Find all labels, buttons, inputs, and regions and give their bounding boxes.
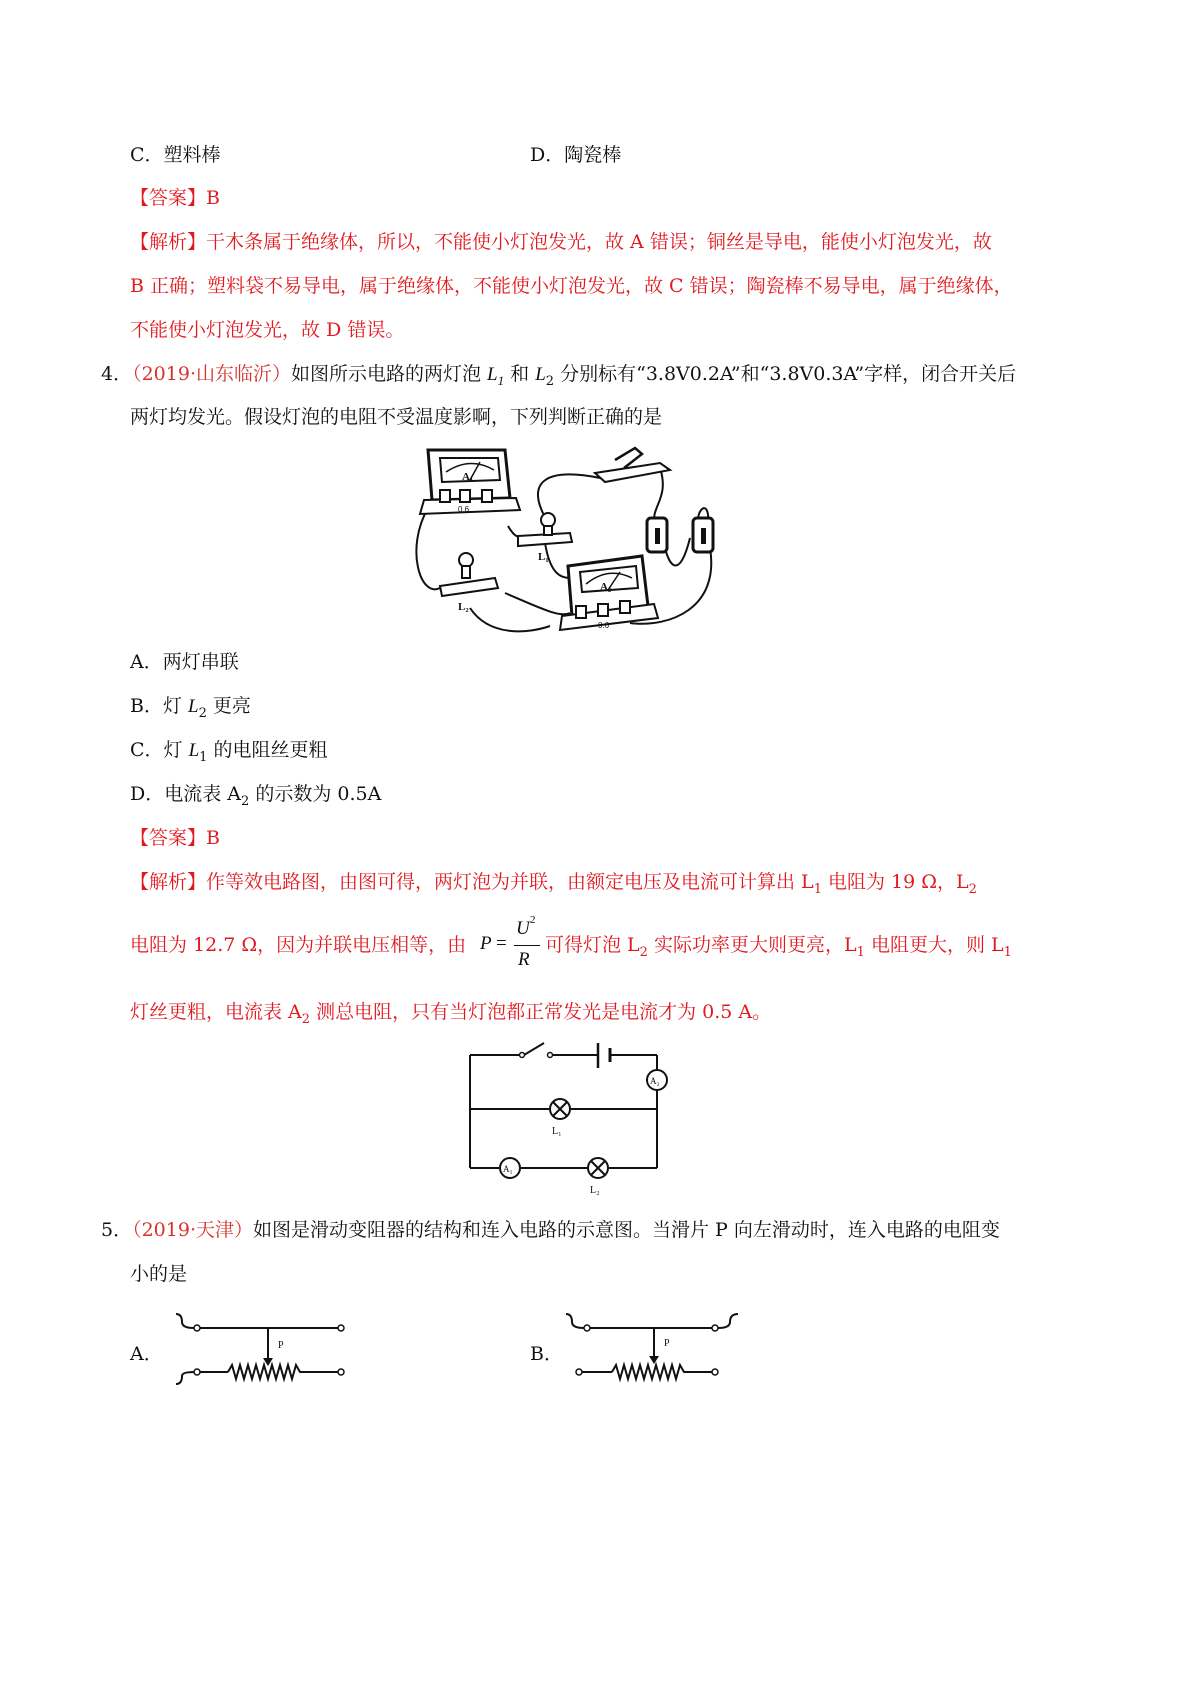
a1-scale: 0.6 [458, 505, 470, 514]
var-L: L [188, 696, 199, 717]
sub-2: 2 [198, 706, 207, 721]
analysis-text: 电阻为 19 Ω，L [821, 871, 969, 893]
analysis-text: 灯丝更粗，电流表 A [130, 1001, 302, 1023]
option-text: B．灯 [130, 695, 189, 717]
q5-option-b: B． [530, 1343, 563, 1365]
fraction-bar [514, 945, 540, 946]
q5-option-a: A． [130, 1343, 163, 1365]
option-text: 的电阻丝更粗 [207, 739, 328, 761]
bulb-l2-icon [440, 553, 498, 613]
analysis-text: 实际功率更大则更亮，L [647, 934, 857, 956]
stem-and: 和 [504, 363, 536, 385]
sub-1: 1 [199, 750, 208, 765]
formula-p: P [480, 933, 492, 954]
schematic-a2-label: A₂ [650, 1076, 660, 1086]
formula-exp: 2 [530, 914, 536, 926]
analysis-text: 电阻更大，则 L [864, 934, 1004, 956]
analysis-text: 作等效电路图，由图可得，两灯泡为并联，由额定电压及电流可计算出 L [206, 871, 814, 893]
q4-analysis-line2a: 电阻为 12.7 Ω，因为并联电压相等，由 [130, 934, 467, 956]
question-number: 5． [101, 1219, 133, 1241]
analysis-label: 【解析】 [130, 871, 207, 893]
question-number: 4． [101, 363, 133, 385]
q3-option-d: D．陶瓷棒 [530, 144, 622, 166]
slider-p-label: P [664, 1338, 670, 1349]
ammeter-a1-symbol-icon [500, 1158, 520, 1178]
option-text: D．电流表 A [130, 783, 241, 805]
sub-1: 1 [497, 373, 505, 388]
q4-analysis-line1 [130, 870, 977, 902]
formula-eq: = [496, 933, 507, 954]
schematic-a1-label: A₁ [503, 1164, 513, 1174]
question-source: （2019·天津） [132, 1219, 253, 1241]
ammeter-a2-icon [560, 556, 658, 630]
sub-1: 1 [856, 945, 865, 960]
q4-option-d [130, 782, 381, 814]
lamp-l2-symbol-icon [588, 1158, 608, 1196]
l2-label: L₂ [458, 601, 469, 613]
ammeter-a1-icon [420, 450, 520, 514]
analysis-label: 【解析】 [130, 231, 207, 253]
circuit-photo-figure [410, 438, 730, 638]
analysis-text: 测总电阻，只有当灯泡都正常发光是电流才为 0.5 A。 [310, 1001, 772, 1023]
q4-analysis-line3 [130, 1000, 771, 1032]
a1-label: A₁ [462, 471, 474, 483]
sub-2: 2 [301, 1012, 311, 1027]
q3-analysis-line2: B 正确；塑料袋不易导电，属于绝缘体，不能使小灯泡发光，故 C 错误；陶瓷棒不易导电，属于绝缘体， [130, 275, 1013, 297]
sub-1: 1 [1003, 945, 1012, 960]
q3-analysis-line1 [130, 230, 992, 254]
q3-analysis-line3: 不能使小灯泡发光，故 D 错误。 [130, 319, 405, 341]
option-text: C．灯 [130, 739, 189, 761]
sub-2: 2 [639, 945, 648, 960]
formula-r: R [518, 949, 530, 970]
power-formula [480, 914, 550, 974]
q5-stem-line1 [101, 1218, 1000, 1242]
ammeter-a2-symbol-icon [647, 1070, 667, 1090]
stem-text: 如图所示电路的两灯泡 [291, 363, 488, 385]
slider-p-label: P [278, 1340, 284, 1351]
q3-option-c: C．塑料棒 [130, 144, 221, 166]
sub-1: 1 [813, 882, 822, 897]
q4-stem-line2: 两灯均发光。假设灯泡的电阻不受温度影啊，下列判断正确的是 [130, 406, 663, 428]
rheostat-a-figure [172, 1308, 352, 1388]
option-text: 的示数为 0.5A [249, 783, 382, 805]
var-L: L [535, 364, 546, 385]
battery-icon [647, 518, 713, 552]
analysis-text: 干木条属于绝缘体，所以，不能使小灯泡发光，故 A 错误；铜丝是导电，能使小灯泡发光，故 [206, 231, 992, 253]
sub-2: 2 [968, 882, 977, 897]
lamp-l1-symbol-icon [550, 1099, 570, 1137]
question-source: （2019·山东临沂） [132, 363, 291, 385]
q4-stem-line1 [101, 362, 1016, 394]
bulb-l1-icon [518, 513, 572, 563]
var-L: L [188, 740, 200, 761]
var-L: L [487, 364, 498, 385]
q4-analysis-line2b [545, 933, 1012, 965]
analysis-text: 可得灯泡 L [545, 934, 640, 956]
option-text: 更亮 [206, 695, 251, 717]
schematic-l2-label: L₂ [590, 1185, 600, 1196]
schematic-l1-label: L₁ [552, 1126, 562, 1137]
circuit-schematic [460, 1040, 690, 1200]
formula-u: U [516, 918, 530, 939]
sub-2: 2 [545, 374, 555, 389]
a2-scale: 0.6 [598, 621, 610, 630]
stem-text: 如图是滑动变阻器的结构和连入电路的示意图。当滑片 P 向左滑动时，连入电路的电阻变 [253, 1219, 1000, 1241]
switch-icon [595, 448, 670, 482]
slider-arrow-icon [649, 1356, 659, 1364]
q5-stem-line2: 小的是 [130, 1263, 188, 1285]
l1-label: L₁ [538, 551, 549, 563]
a2-label: A₂ [600, 581, 612, 593]
q4-option-a: A．两灯串联 [130, 651, 239, 673]
q4-answer: 【答案】B [130, 827, 220, 849]
switch-lever [524, 1043, 544, 1055]
sub-2: 2 [241, 794, 250, 809]
stem-text: 分别标有“3.8V0.2A”和“3.8V0.3A”字样，闭合开关后 [554, 363, 1017, 385]
q4-option-c [130, 738, 327, 770]
q3-answer: 【答案】B [130, 187, 220, 209]
rheostat-b-figure [562, 1308, 742, 1388]
q4-option-b [130, 694, 251, 726]
